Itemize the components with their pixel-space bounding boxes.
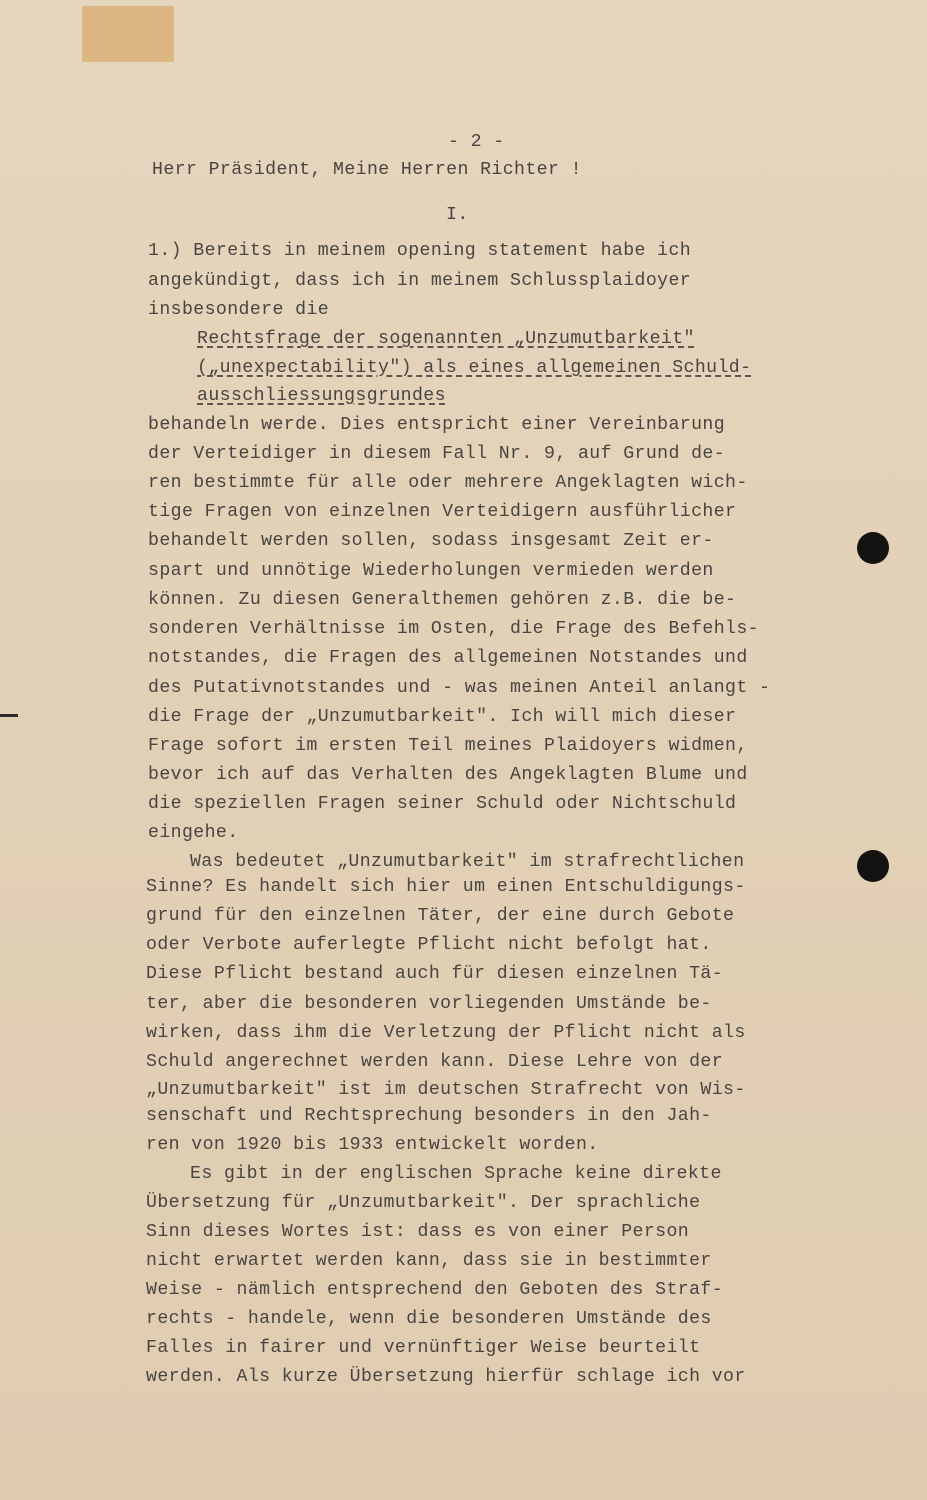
text-line: der Verteidiger in diesem Fall Nr. 9, auf Grund de- (148, 444, 726, 464)
punch-hole (857, 850, 889, 882)
text-line: des Putativnotstandes und - was meinen Anteil anlangt - (148, 678, 771, 698)
punch-hole (857, 532, 889, 564)
text-line: bevor ich auf das Verhalten des Angeklagten Blume und (148, 765, 748, 785)
text-line: Übersetzung für „Unzumutbarkeit". Der sprachliche (146, 1193, 701, 1213)
text-line: Sinn dieses Wortes ist: dass es von einer Person (146, 1222, 690, 1242)
text-line: Schuld angerechnet werden kann. Diese Lehre von der (146, 1052, 724, 1072)
text-line: können. Zu diesen Generalthemen gehören z.B. die be- (148, 590, 737, 610)
text-line: oder Verbote auferlegte Pflicht nicht befolgt hat. (146, 935, 712, 955)
text-line: werden. Als kurze Übersetzung hierfür schlage ich vor (146, 1367, 746, 1387)
text-line: Frage sofort im ersten Teil meines Plaidoyers widmen, (148, 736, 748, 756)
text-line: insbesondere die (148, 300, 330, 320)
text-line: Diese Pflicht bestand auch für diesen einzelnen Tä- (146, 964, 724, 984)
text-line: tige Fragen von einzelnen Verteidigern ausführlicher (148, 502, 737, 522)
text-line: senschaft und Rechtsprechung besonders in den Jah- (146, 1106, 712, 1126)
text-line: Es gibt in der englischen Sprache keine direkte (190, 1164, 722, 1184)
salutation: Herr Präsident, Meine Herren Richter ! (152, 160, 582, 180)
text-line: wirken, dass ihm die Verletzung der Pflicht nicht als (146, 1023, 746, 1043)
tape-mark (82, 6, 174, 62)
text-line: die Frage der „Unzumutbarkeit". Ich will mich dieser (148, 707, 737, 727)
underlined-line: ausschliessungsgrundes (197, 386, 446, 406)
text-line: spart und unnötige Wiederholungen vermieden werden (148, 561, 714, 581)
section-heading: I. (446, 205, 469, 225)
text-line: die speziellen Fragen seiner Schuld oder Nichtschuld (148, 794, 737, 814)
text-line: ter, aber die besonderen vorliegenden Umstände be- (146, 994, 712, 1014)
text-line: ren von 1920 bis 1933 entwickelt worden. (146, 1135, 599, 1155)
text-line: rechts - handele, wenn die besonderen Umstände des (146, 1309, 712, 1329)
text-line: Falles in fairer und vernünftiger Weise beurteilt (146, 1338, 701, 1358)
text-line: Was bedeutet „Unzumutbarkeit" im strafrechtlichen (190, 852, 745, 872)
text-line: nicht erwartet werden kann, dass sie in bestimmter (146, 1251, 712, 1271)
text-line: ren bestimmte für alle oder mehrere Angeklagten wich- (148, 473, 748, 493)
text-line: behandelt werden sollen, sodass insgesamt Zeit er- (148, 531, 714, 551)
text-line: „Unzumutbarkeit" ist im deutschen Strafrecht von Wis- (146, 1080, 746, 1100)
text-line: 1.) Bereits in meinem opening statement habe ich (148, 241, 692, 261)
text-line: notstandes, die Fragen des allgemeinen Notstandes und (148, 648, 748, 668)
page-number: - 2 - (448, 132, 505, 152)
text-line: grund für den einzelnen Täter, der eine durch Gebote (146, 906, 735, 926)
text-line: angekündigt, dass ich in meinem Schlussplaidoyer (148, 271, 692, 291)
margin-mark (0, 714, 18, 717)
text-line: sonderen Verhältnisse im Osten, die Frage des Befehls- (148, 619, 759, 639)
text-line: eingehe. (148, 823, 239, 843)
text-line: Sinne? Es handelt sich hier um einen Entschuldigungs- (146, 877, 746, 897)
underlined-line: Rechtsfrage der sogenannten „Unzumutbarkeit" (197, 329, 695, 349)
text-line: behandeln werde. Dies entspricht einer Vereinbarung (148, 415, 726, 435)
text-line: Weise - nämlich entsprechend den Geboten des Straf- (146, 1280, 724, 1300)
underlined-line: („unexpectability") als eines allgemeinen Schuld- (197, 358, 752, 378)
